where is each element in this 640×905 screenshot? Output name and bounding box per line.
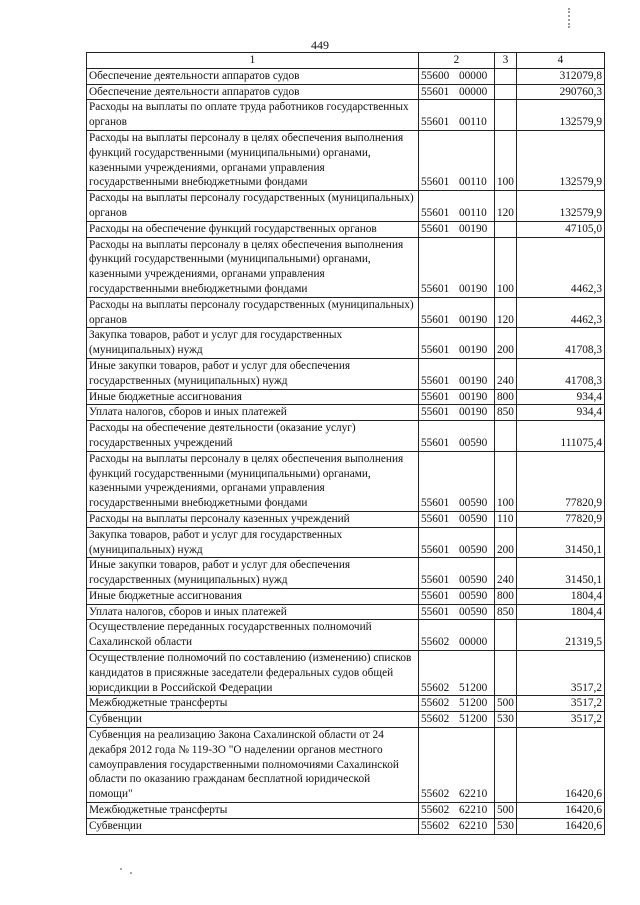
- row-expense-type: [495, 221, 517, 237]
- row-expense-type: 800: [495, 389, 517, 405]
- row-code-program: 55601: [421, 282, 450, 295]
- row-code: [419, 191, 495, 222]
- row-code-program: 55601: [421, 222, 450, 235]
- row-code-program: 55601: [421, 574, 450, 587]
- row-code-program: 55601: [421, 497, 450, 510]
- row-amount: 16420,6: [517, 728, 605, 803]
- scan-speck: [120, 868, 122, 870]
- row-name: Иные закупки товаров, работ и услуг для обеспечения государственных (муниципальных) нужд: [87, 558, 419, 589]
- row-amount: 132579,9: [517, 191, 605, 222]
- row-expense-type: [495, 84, 517, 100]
- row-expense-type: [495, 100, 517, 131]
- row-name: Расходы на обеспечение деятельности (оказание услуг) государственных учреждений: [87, 421, 419, 452]
- table-row: [87, 651, 605, 696]
- row-amount: 31450,1: [517, 558, 605, 589]
- row-name: Осуществление переданных государственных полномочий Сахалинской области: [87, 620, 419, 651]
- row-expense-type: [495, 421, 517, 452]
- row-amount: 111075,4: [517, 421, 605, 452]
- row-code: [419, 68, 495, 84]
- row-amount: 31450,1: [517, 527, 605, 558]
- row-name: Расходы на выплаты персоналу казенных учреждений: [87, 511, 419, 527]
- row-name: Расходы на выплаты персоналу в целях обеспечения выполнения функций государственными (муниципальными) органами, казенными учреждениями, органами управления государственными внебюджетными фондами: [87, 130, 419, 190]
- row-name: Закупка товаров, работ и услуг для государственных (муниципальных) нужд: [87, 527, 419, 558]
- row-code: [419, 297, 495, 328]
- row-amount: 4462,3: [517, 237, 605, 297]
- column-header-name: 1: [87, 53, 419, 69]
- table-row: [87, 84, 605, 100]
- row-code-direction: 00590: [459, 589, 488, 602]
- row-amount: 77820,9: [517, 451, 605, 511]
- row-code-program: 55601: [421, 176, 450, 189]
- row-name: Субвенции: [87, 712, 419, 728]
- table-row: [87, 728, 605, 803]
- row-expense-type: 530: [495, 712, 517, 728]
- row-code-direction: 62210: [459, 819, 488, 832]
- row-code-direction: 51200: [459, 681, 488, 694]
- row-expense-type: 100: [495, 130, 517, 190]
- row-code: [419, 527, 495, 558]
- row-amount: 3517,2: [517, 651, 605, 696]
- row-code-program: 55601: [421, 313, 450, 326]
- row-name: Осуществление полномочий по составлению (изменению) списков кандидатов в присяжные заседатели федеральных судов общей юрисдикции в Российской Федерации: [87, 651, 419, 696]
- row-code-program: 55601: [421, 512, 450, 525]
- row-amount: 3517,2: [517, 712, 605, 728]
- row-code-program: 55601: [421, 589, 450, 602]
- row-code-program: 55601: [421, 390, 450, 403]
- row-code: [419, 328, 495, 359]
- row-name: Расходы на выплаты персоналу государственных (муниципальных) органов: [87, 297, 419, 328]
- row-code: [419, 604, 495, 620]
- row-amount: 312079,8: [517, 68, 605, 84]
- row-code-direction: 00590: [459, 605, 488, 618]
- row-expense-type: 200: [495, 527, 517, 558]
- table-row: [87, 100, 605, 131]
- row-code-direction: 00190: [459, 374, 488, 387]
- row-amount: 16420,6: [517, 803, 605, 819]
- row-name: Расходы на выплаты по оплате труда работников государственных органов: [87, 100, 419, 131]
- row-name: Уплата налогов, сборов и иных платежей: [87, 604, 419, 620]
- row-amount: 16420,6: [517, 818, 605, 834]
- row-name: Расходы на выплаты персоналу в целях обеспечения выполнения функций государственными (муниципальными) органами, казенными учреждениями, органами управления государственными внебюджетными фондами: [87, 237, 419, 297]
- row-amount: 41708,3: [517, 328, 605, 359]
- row-code-direction: 00590: [459, 512, 488, 525]
- row-code: [419, 130, 495, 190]
- row-code-direction: 00590: [459, 543, 488, 556]
- row-expense-type: 500: [495, 803, 517, 819]
- page-number: 449: [311, 38, 329, 52]
- row-code-direction: 00590: [459, 574, 488, 587]
- row-code-direction: 00000: [459, 85, 488, 98]
- scan-margin-mark: [568, 8, 573, 28]
- row-code-program: 55602: [421, 697, 450, 710]
- row-amount: 21319,5: [517, 620, 605, 651]
- row-name: Субвенция на реализацию Закона Сахалинской области от 24 декабря 2012 года № 119-ЗО "О наделении органов местного самоуправления государственными полномочиями Сахалинской области по оказанию гражданам бесплатной юридической помощи": [87, 728, 419, 803]
- row-code-program: 55601: [421, 605, 450, 618]
- row-expense-type: 240: [495, 558, 517, 589]
- row-code-direction: 00190: [459, 406, 488, 419]
- row-code-program: 55601: [421, 374, 450, 387]
- row-name: Обеспечение деятельности аппаратов судов: [87, 68, 419, 84]
- row-name: Межбюджетные трансферты: [87, 803, 419, 819]
- row-code: [419, 100, 495, 131]
- row-amount: 1804,4: [517, 588, 605, 604]
- row-expense-type: 120: [495, 191, 517, 222]
- row-expense-type: 100: [495, 451, 517, 511]
- column-header-amount: 4: [517, 53, 605, 69]
- row-code: [419, 696, 495, 712]
- row-amount: 3517,2: [517, 696, 605, 712]
- row-code: [419, 651, 495, 696]
- row-expense-type: [495, 620, 517, 651]
- row-code-program: 55601: [421, 406, 450, 419]
- row-expense-type: 850: [495, 405, 517, 421]
- table-row: [87, 221, 605, 237]
- row-expense-type: 800: [495, 588, 517, 604]
- row-expense-type: 500: [495, 696, 517, 712]
- row-expense-type: [495, 68, 517, 84]
- row-code-direction: 00110: [459, 206, 487, 219]
- row-code-direction: 62210: [459, 788, 488, 801]
- row-code-direction: 00190: [459, 344, 488, 357]
- row-code-direction: 00190: [459, 313, 488, 326]
- row-name: Иные закупки товаров, работ и услуг для обеспечения государственных (муниципальных) нужд: [87, 358, 419, 389]
- row-code: [419, 728, 495, 803]
- row-name: Иные бюджетные ассигнования: [87, 588, 419, 604]
- row-code-program: 55602: [421, 713, 450, 726]
- row-amount: 290760,3: [517, 84, 605, 100]
- row-amount: 1804,4: [517, 604, 605, 620]
- column-header-type: 3: [495, 53, 517, 69]
- row-name: Расходы на обеспечение функций государственных органов: [87, 221, 419, 237]
- row-expense-type: 850: [495, 604, 517, 620]
- row-code: [419, 620, 495, 651]
- table-row: [87, 696, 605, 712]
- row-code-program: 55602: [421, 636, 450, 649]
- table-row: [87, 588, 605, 604]
- table-row: [87, 405, 605, 421]
- table-row: [87, 558, 605, 589]
- row-expense-type: 200: [495, 328, 517, 359]
- row-amount: 934,4: [517, 405, 605, 421]
- row-code: [419, 818, 495, 834]
- row-code-direction: 00000: [459, 636, 488, 649]
- row-expense-type: 240: [495, 358, 517, 389]
- row-code: [419, 405, 495, 421]
- table-row: [87, 712, 605, 728]
- row-code: [419, 588, 495, 604]
- row-code-direction: 00110: [459, 176, 487, 189]
- row-code-direction: 00590: [459, 436, 488, 449]
- row-amount: 132579,9: [517, 100, 605, 131]
- row-amount: 77820,9: [517, 511, 605, 527]
- row-amount: 934,4: [517, 389, 605, 405]
- scan-speck: [130, 872, 132, 874]
- table-row: [87, 604, 605, 620]
- table-row: [87, 620, 605, 651]
- row-expense-type: 530: [495, 818, 517, 834]
- row-name: Расходы на выплаты персоналу государственных (муниципальных) органов: [87, 191, 419, 222]
- row-name: Межбюджетные трансферты: [87, 696, 419, 712]
- row-name: Расходы на выплаты персоналу в целях обеспечения выполнения функций государственными (муниципальными) органами, казенными учреждениями, органами управления государственными внебюджетными фондами: [87, 451, 419, 511]
- row-amount: 132579,9: [517, 130, 605, 190]
- row-code: [419, 712, 495, 728]
- row-code-direction: 00000: [459, 69, 488, 82]
- row-code-direction: 51200: [459, 697, 488, 710]
- table-row: [87, 297, 605, 328]
- table-row: [87, 451, 605, 511]
- row-code-program: 55601: [421, 344, 450, 357]
- row-expense-type: [495, 728, 517, 803]
- table-row: [87, 191, 605, 222]
- row-code-program: 55602: [421, 819, 450, 832]
- table-row: [87, 68, 605, 84]
- row-expense-type: 100: [495, 237, 517, 297]
- row-name: Субвенции: [87, 818, 419, 834]
- row-code: [419, 558, 495, 589]
- row-code-direction: 00190: [459, 222, 488, 235]
- column-header-code: 2: [419, 53, 495, 69]
- row-code-program: 55602: [421, 681, 450, 694]
- row-code: [419, 511, 495, 527]
- row-code: [419, 221, 495, 237]
- table-row: [87, 511, 605, 527]
- row-code-program: 55601: [421, 543, 450, 556]
- row-code-program: 55600: [421, 69, 450, 82]
- table-row: [87, 389, 605, 405]
- row-expense-type: [495, 651, 517, 696]
- table-row: [87, 130, 605, 190]
- row-code: [419, 451, 495, 511]
- row-expense-type: 110: [495, 511, 517, 527]
- table-row: [87, 803, 605, 819]
- row-code: [419, 389, 495, 405]
- row-code-program: 55602: [421, 804, 450, 817]
- row-code-program: 55601: [421, 116, 450, 129]
- row-name: Уплата налогов, сборов и иных платежей: [87, 405, 419, 421]
- row-amount: 47105,0: [517, 221, 605, 237]
- row-code-direction: 51200: [459, 713, 488, 726]
- row-code-program: 55601: [421, 206, 450, 219]
- row-code-program: 55602: [421, 788, 450, 801]
- row-code-direction: 00190: [459, 282, 488, 295]
- row-expense-type: 120: [495, 297, 517, 328]
- table-row: [87, 358, 605, 389]
- table-row: [87, 328, 605, 359]
- table-header-row: [87, 53, 605, 69]
- budget-table: [86, 52, 605, 835]
- row-code-direction: 00590: [459, 497, 488, 510]
- table-row: [87, 237, 605, 297]
- row-code-direction: 00110: [459, 116, 487, 129]
- row-code: [419, 358, 495, 389]
- table-row: [87, 818, 605, 834]
- row-code-program: 55601: [421, 85, 450, 98]
- row-code-direction: 62210: [459, 804, 488, 817]
- row-amount: 4462,3: [517, 297, 605, 328]
- table-row: [87, 421, 605, 452]
- row-name: Иные бюджетные ассигнования: [87, 389, 419, 405]
- table-row: [87, 527, 605, 558]
- row-code: [419, 421, 495, 452]
- row-name: Обеспечение деятельности аппаратов судов: [87, 84, 419, 100]
- row-amount: 41708,3: [517, 358, 605, 389]
- row-code-direction: 00190: [459, 390, 488, 403]
- row-name: Закупка товаров, работ и услуг для государственных (муниципальных) нужд: [87, 328, 419, 359]
- table-body: [87, 68, 605, 834]
- row-code: [419, 237, 495, 297]
- row-code: [419, 803, 495, 819]
- row-code: [419, 84, 495, 100]
- row-code-program: 55601: [421, 436, 450, 449]
